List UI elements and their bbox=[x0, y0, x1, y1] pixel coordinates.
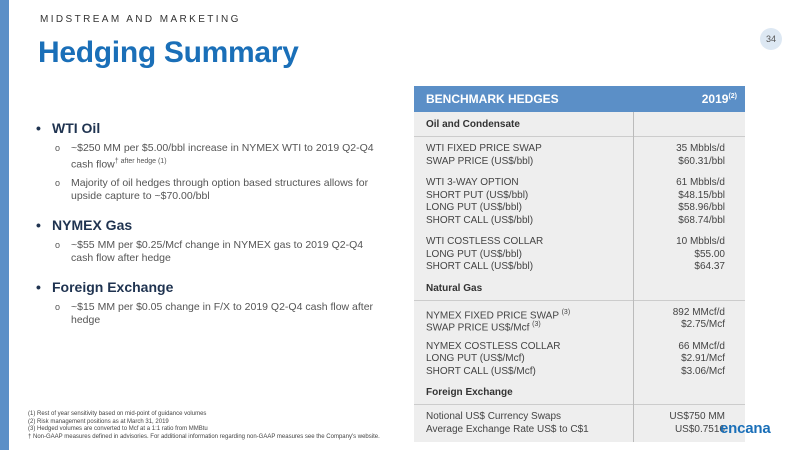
page-title: Hedging Summary bbox=[38, 36, 299, 69]
row-label: WTI FIXED PRICE SWAP bbox=[426, 143, 542, 154]
row-label: LONG PUT (US$/bbl) bbox=[426, 248, 522, 260]
table-row bbox=[414, 156, 745, 169]
row-value: $48.15/bbl bbox=[678, 189, 725, 201]
row-value: 61 Mbbls/d bbox=[676, 177, 725, 188]
page-number: 34 bbox=[760, 28, 782, 50]
table-header-label: BENCHMARK HEDGES bbox=[426, 92, 559, 106]
row-label: SWAP PRICE US$/Mcf $^{(3)}$ bbox=[426, 321, 541, 334]
section-label: MIDSTREAM AND MARKETING bbox=[40, 14, 241, 25]
row-value: $60.31/bbl bbox=[678, 155, 725, 167]
circle-bullet-icon: o bbox=[55, 239, 61, 250]
bullet-list bbox=[36, 120, 376, 337]
row-value: US$0.7516 bbox=[674, 423, 725, 435]
benchmark-hedges-table bbox=[414, 86, 745, 442]
bullet-sub-item: o ~$250 MM per $5.00/bbl increase in NYMEX WTI to 2019 Q2-Q4 cash flow$^{\dagger after hedge (1)}$ bbox=[55, 142, 374, 171]
bullet-title: • Foreign Exchange bbox=[36, 279, 376, 295]
row-label: SHORT CALL (US$/bbl) bbox=[426, 261, 534, 272]
category-fx: Foreign Exchange bbox=[414, 384, 745, 405]
row-label: LONG PUT (US$/Mcf) bbox=[426, 353, 525, 364]
bullet-title: • NYMEX Gas bbox=[36, 217, 376, 233]
row-value: $2.91/Mcf bbox=[681, 353, 725, 364]
category-oil: Oil and Condensate bbox=[414, 116, 745, 137]
row-label: NYMEX FIXED PRICE SWAP $^{(3)}$ bbox=[426, 308, 571, 321]
circle-bullet-icon: o bbox=[55, 177, 61, 188]
circle-bullet-icon: o bbox=[55, 301, 61, 312]
footnote: † Non-GAAP measures defined in advisories. For additional information regarding non-GAAP measures see the Company's website. bbox=[28, 433, 380, 440]
table-body bbox=[414, 112, 745, 442]
row-label: WTI COSTLESS COLLAR bbox=[426, 236, 544, 247]
row-label: SWAP PRICE (US$/bbl) bbox=[426, 155, 534, 167]
row-value: 10 Mbbls/d bbox=[676, 236, 725, 247]
bullet-foreign-exchange bbox=[36, 279, 376, 327]
row-label: WTI 3-WAY OPTION bbox=[426, 177, 519, 188]
table-row bbox=[414, 215, 745, 228]
row-value: US$750 MM bbox=[669, 411, 725, 422]
table-row bbox=[414, 249, 745, 262]
table-row bbox=[414, 341, 745, 354]
left-accent-bar bbox=[0, 0, 9, 450]
bullet-sub-item: o ~$55 MM per $0.25/Mcf change in NYMEX gas to 2019 Q2-Q4 cash flow after hedge bbox=[55, 238, 364, 264]
row-value: 66 MMcf/d bbox=[678, 340, 725, 352]
bullet-sub-item: o ~$15 MM per $0.05 change in F/X to 2019 Q2-Q4 cash flow after hedge bbox=[55, 300, 374, 326]
row-label: Average Exchange Rate US$ to C$1 bbox=[426, 423, 589, 435]
table-row bbox=[414, 424, 745, 437]
row-value: 892 MMcf/d bbox=[672, 306, 725, 318]
category-gas: Natural Gas bbox=[414, 280, 745, 301]
encana-logo: encana bbox=[720, 420, 771, 437]
bullet-title: • WTI Oil bbox=[36, 120, 376, 136]
table-row bbox=[414, 202, 745, 215]
row-label: NYMEX COSTLESS COLLAR bbox=[426, 340, 561, 352]
table-row bbox=[414, 143, 745, 156]
row-label: SHORT CALL (US$/Mcf) bbox=[426, 365, 536, 377]
table-header-year: 2019$^{(2)}$ bbox=[701, 92, 737, 106]
row-label: Notional US$ Currency Swaps bbox=[426, 411, 562, 422]
table-row bbox=[414, 190, 745, 203]
table-row bbox=[414, 411, 745, 424]
row-value: $68.74/bbl bbox=[678, 214, 725, 226]
bullet-sub-item: o Majority of oil hedges through option based structures allows for upside capture to ~$70.00/bbl bbox=[55, 176, 369, 202]
row-value: $55.00 bbox=[694, 248, 725, 260]
row-value: $58.96/bbl bbox=[678, 202, 725, 213]
row-value: $3.06/Mcf bbox=[681, 365, 725, 377]
footnotes bbox=[28, 411, 380, 441]
table-row bbox=[414, 177, 745, 190]
row-value: $64.37 bbox=[694, 261, 725, 272]
table-row bbox=[414, 319, 745, 332]
footnote: (1) Rest of year sensitivity based on mid-point of guidance volumes bbox=[28, 411, 207, 417]
row-value: $2.75/Mcf bbox=[681, 319, 725, 330]
row-value: 35 Mbbls/d bbox=[676, 143, 725, 154]
row-label: SHORT CALL (US$/bbl) bbox=[426, 214, 534, 226]
row-label: SHORT PUT (US$/bbl) bbox=[426, 189, 529, 201]
table-row bbox=[414, 236, 745, 249]
table-row bbox=[414, 366, 745, 379]
table-row bbox=[414, 307, 745, 320]
table-row bbox=[414, 353, 745, 366]
footnote: (2) Risk management positions as at March 31, 2019 bbox=[28, 418, 169, 425]
bullet-wti-oil bbox=[36, 120, 376, 203]
row-label: LONG PUT (US$/bbl) bbox=[426, 202, 522, 213]
table-header bbox=[414, 86, 745, 112]
footnote: (3) Hedged volumes are converted to Mcf at a 1:1 ratio from MMBtu bbox=[28, 426, 208, 432]
circle-bullet-icon: o bbox=[55, 143, 61, 153]
bullet-nymex-gas bbox=[36, 217, 376, 265]
table-row bbox=[414, 261, 745, 274]
